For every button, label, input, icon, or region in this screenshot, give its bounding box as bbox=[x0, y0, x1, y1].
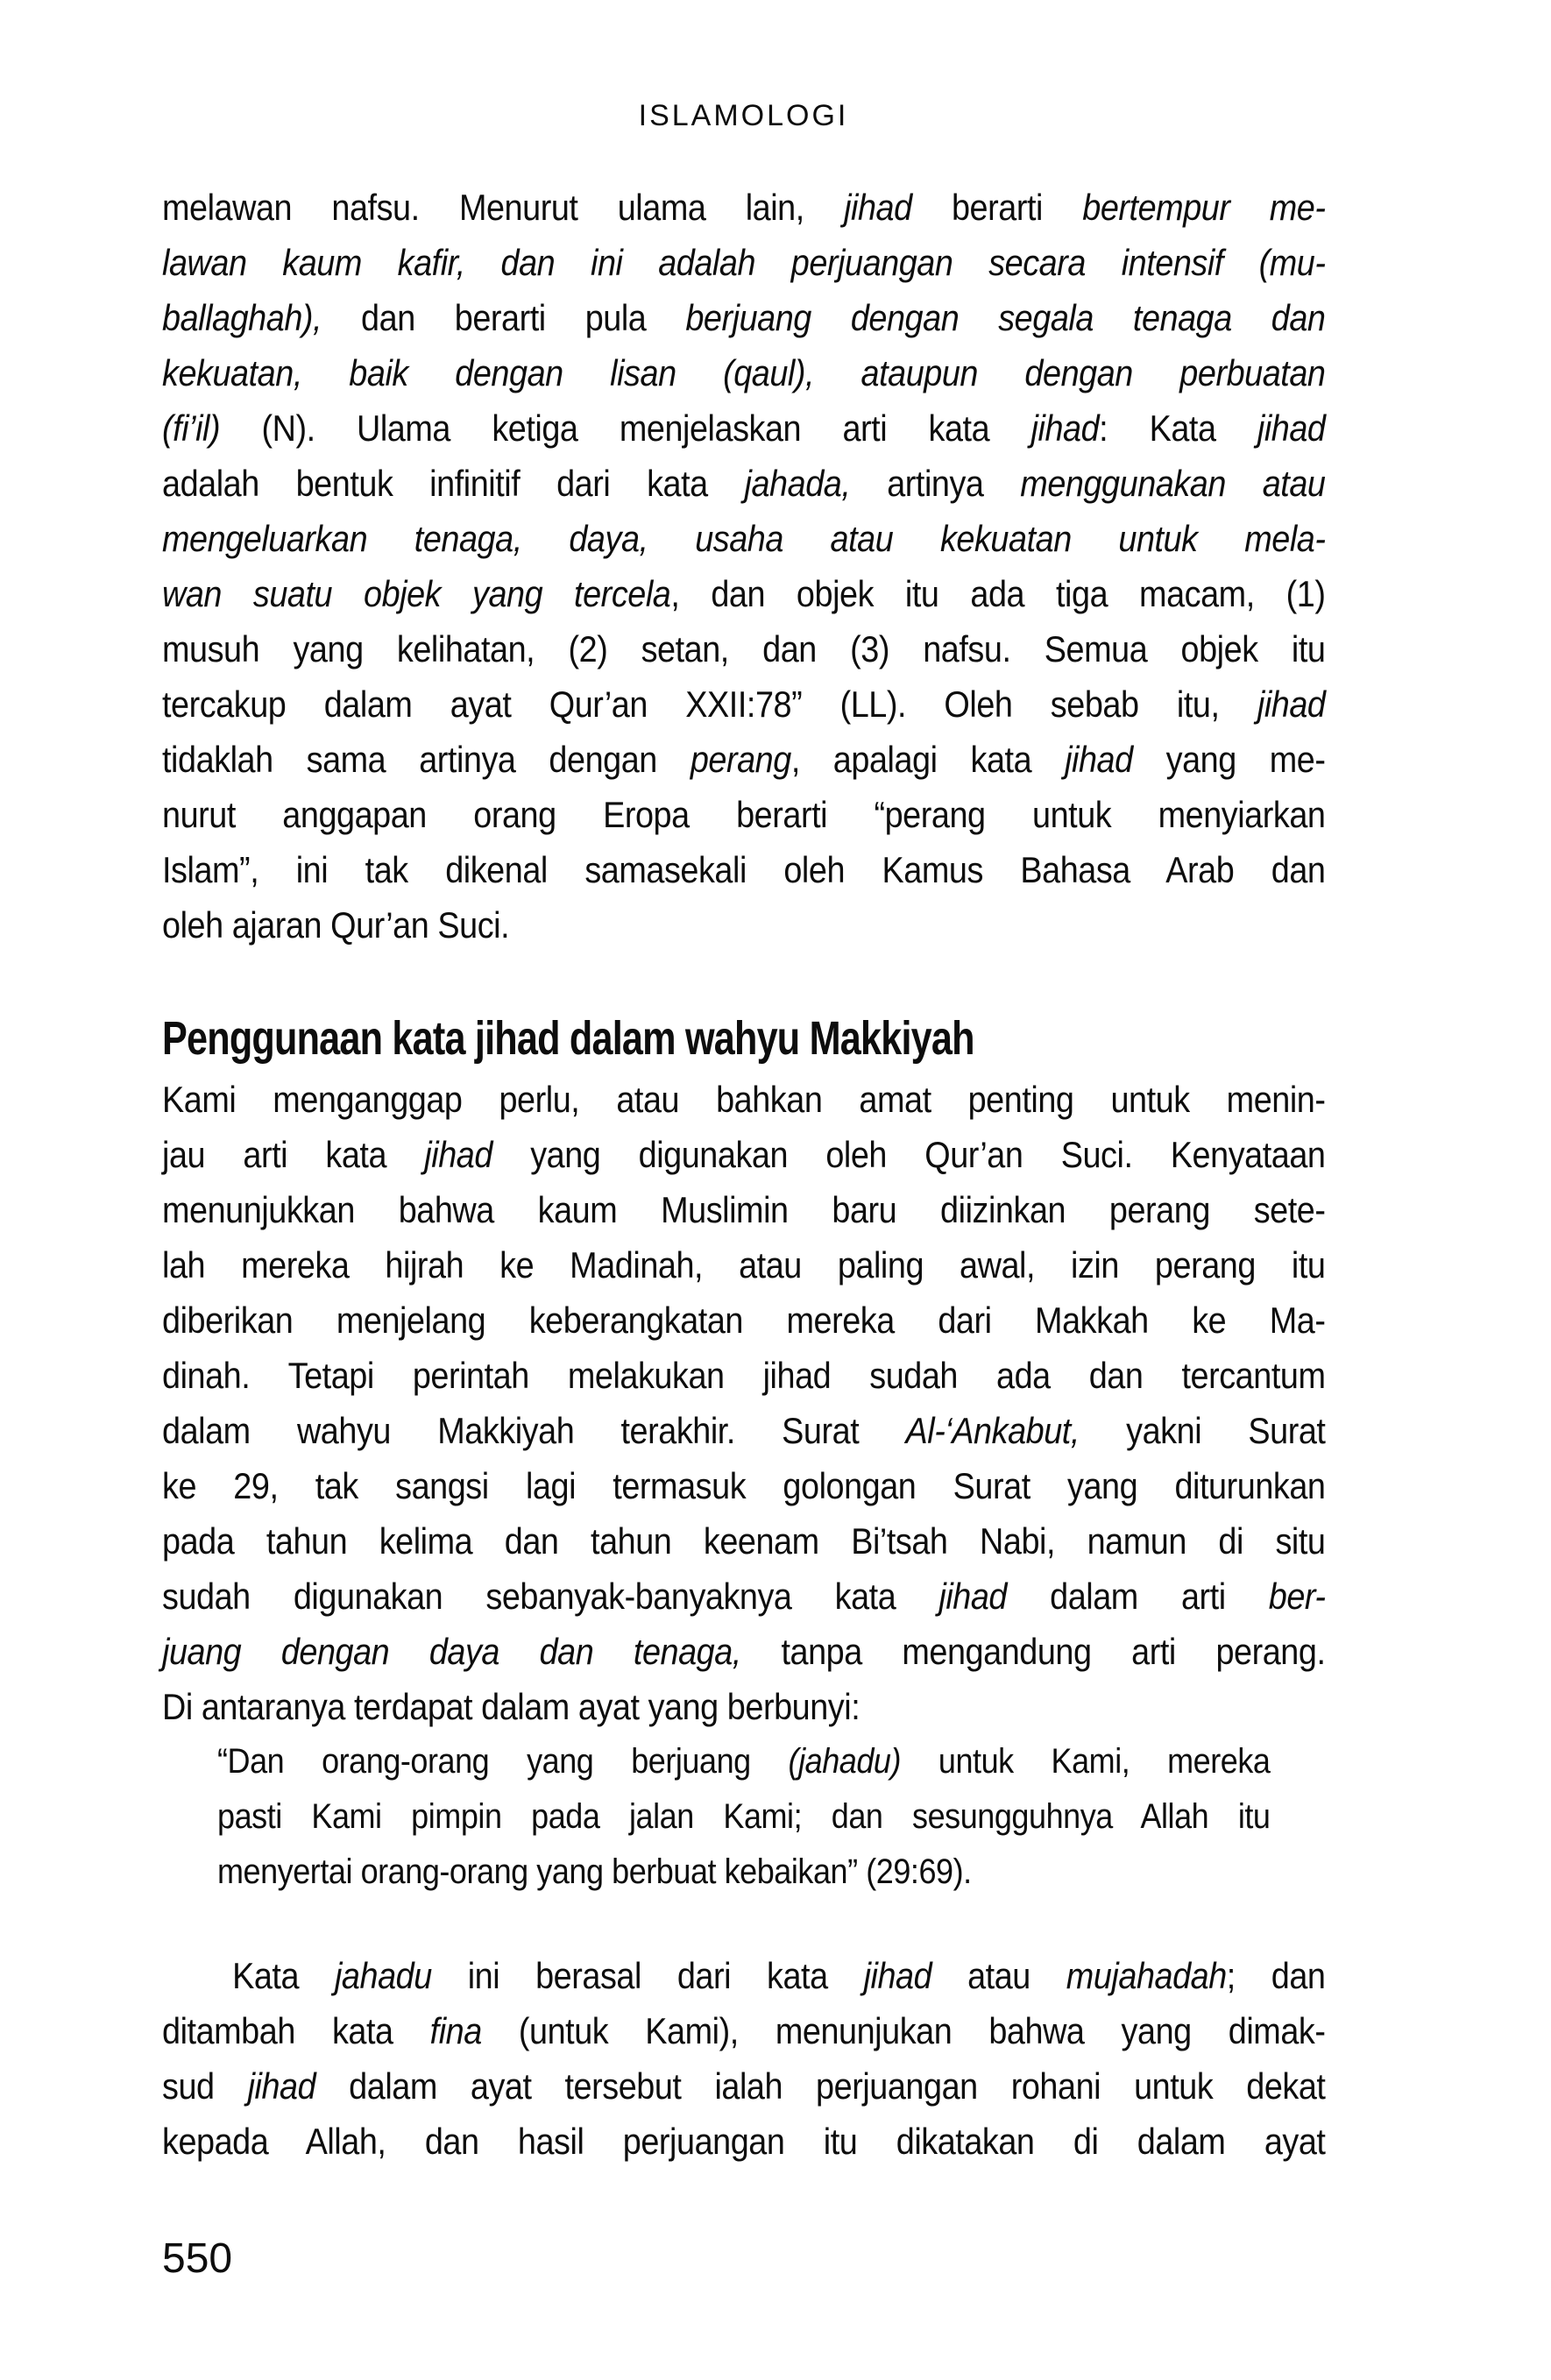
text-line: ditambah kata fina (untuk Kami), menunjukan bahwa yang dimak- bbox=[162, 2010, 1326, 2051]
text-line: nurut anggapan orang Eropa berarti “perang untuk menyiarkan bbox=[162, 794, 1326, 835]
text-line: sud jihad dalam ayat tersebut ialah perjuangan rohani untuk dekat bbox=[162, 2065, 1326, 2107]
text-line: juang dengan daya dan tenaga, tanpa mengandung arti perang. bbox=[162, 1631, 1326, 1672]
text-line: menunjukkan bahwa kaum Muslimin baru diizinkan perang sete- bbox=[162, 1189, 1326, 1230]
text-line: kepada Allah, dan hasil perjuangan itu dikatakan di dalam ayat bbox=[162, 2121, 1326, 2162]
text-line: wan suatu objek yang tercela, dan objek itu ada tiga macam, (1) bbox=[162, 573, 1326, 614]
text-line: pasti Kami pimpin pada jalan Kami; dan sesungguhnya Allah itu bbox=[217, 1797, 1271, 1836]
text-line: Islam”, ini tak dikenal samasekali oleh Kamus Bahasa Arab dan bbox=[162, 849, 1326, 890]
text-line: ballaghah), dan berarti pula berjuang dengan segala tenaga dan bbox=[162, 297, 1326, 338]
text-line: mengeluarkan tenaga, daya, usaha atau kekuatan untuk mela- bbox=[162, 518, 1326, 559]
text-line: musuh yang kelihatan, (2) setan, dan (3) nafsu. Semua objek itu bbox=[162, 628, 1326, 669]
blockquote-verse bbox=[162, 1734, 1326, 1900]
text-line: pada tahun kelima dan tahun keenam Bi’tsah Nabi, namun di situ bbox=[162, 1520, 1326, 1562]
paragraph-continued bbox=[162, 180, 1326, 953]
text-line: lawan kaum kafir, dan ini adalah perjuangan secara intensif (mu- bbox=[162, 242, 1326, 283]
paragraph-body bbox=[162, 1948, 1326, 2169]
text-line: tidaklah sama artinya dengan perang, apalagi kata jihad yang me- bbox=[162, 739, 1326, 780]
text-line: menyertai orang-orang yang berbuat kebaikan” (29:69). bbox=[217, 1852, 972, 1891]
text-line: jau arti kata jihad yang digunakan oleh Qur’an Suci. Kenyataan bbox=[162, 1134, 1326, 1175]
text-line: oleh ajaran Qur’an Suci. bbox=[162, 904, 510, 946]
text-block bbox=[162, 0, 1325, 2169]
text-line: dalam wahyu Makkiyah terakhir. Surat Al-‘Ankabut, yakni Surat bbox=[162, 1410, 1326, 1451]
text-line: diberikan menjelang keberangkatan mereka dari Makkah ke Ma- bbox=[162, 1300, 1326, 1341]
text-line: kekuatan, baik dengan lisan (qaul), ataupun dengan perbuatan bbox=[162, 352, 1326, 393]
text-line: melawan nafsu. Menurut ulama lain, jihad berarti bertempur me- bbox=[162, 187, 1326, 228]
text-line: ke 29, tak sangsi lagi termasuk golongan Surat yang diturunkan bbox=[162, 1465, 1326, 1506]
text-line: Kata jahadu ini berasal dari kata jihad atau mujahadah; dan bbox=[232, 1955, 1326, 1996]
text-line: sudah digunakan sebanyak-banyaknya kata jihad dalam arti ber- bbox=[162, 1576, 1326, 1617]
text-line: dinah. Tetapi perintah melakukan jihad sudah ada dan tercantum bbox=[162, 1355, 1326, 1396]
text-line: tercakup dalam ayat Qur’an XXII:78” (LL). Oleh sebab itu, jihad bbox=[162, 684, 1326, 725]
text-line: Kami menganggap perlu, atau bahkan amat penting untuk menin- bbox=[162, 1079, 1326, 1120]
text-line: Di antaranya terdapat dalam ayat yang berbunyi: bbox=[162, 1686, 860, 1727]
text-line: “Dan orang-orang yang berjuang (jahadu) untuk Kami, mereka bbox=[217, 1742, 1271, 1781]
text-line: lah mereka hijrah ke Madinah, atau paling awal, izin perang itu bbox=[162, 1244, 1326, 1286]
text-line: adalah bentuk infinitif dari kata jahada, artinya menggunakan atau bbox=[162, 463, 1326, 504]
paragraph-body bbox=[162, 1072, 1326, 1734]
running-header-title: ISLAMOLOGI bbox=[638, 99, 849, 132]
page-number: 550 bbox=[162, 2235, 233, 2282]
text-line: (fi’il) (N). Ulama ketiga menjelaskan arti kata jihad: Kata jihad bbox=[162, 407, 1326, 449]
section-heading: Penggunaan kata jihad dalam wahyu Makkiyah bbox=[162, 1012, 974, 1065]
